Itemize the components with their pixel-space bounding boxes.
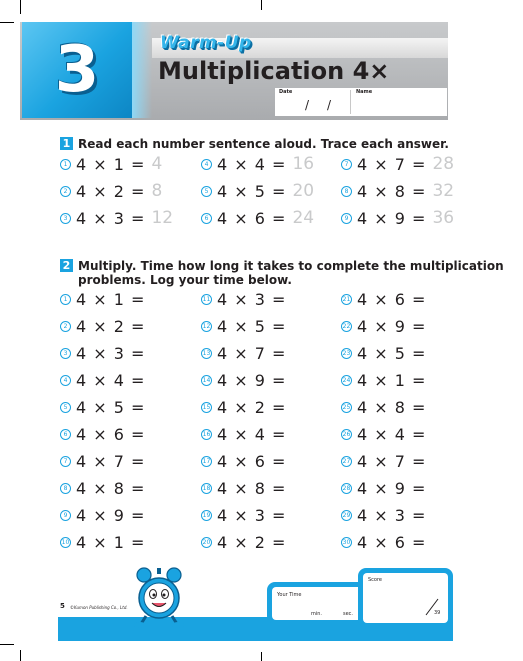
- problem-expression: 4 × 7 =: [357, 452, 427, 472]
- crop-mark: [0, 22, 14, 23]
- problem-expression: 4 × 5 =: [357, 343, 427, 363]
- section-1-instructions: Read each number sentence aloud. Trace each answer.: [78, 137, 449, 151]
- answer-blank[interactable]: [290, 508, 330, 524]
- problem-expression: 4 × 9 =: [357, 316, 427, 336]
- problem-number: 30: [342, 539, 351, 547]
- answer-blank[interactable]: [290, 345, 330, 361]
- multiply-problem: [201, 396, 330, 418]
- answer-blank[interactable]: [290, 399, 330, 415]
- trace-problem: [341, 180, 454, 202]
- date-label: Date: [279, 89, 293, 95]
- problem-expression: 4 × 8 =: [76, 479, 146, 499]
- section-2-instructions-line1: Multiply. Time how long it takes to complete the multiplication: [78, 259, 504, 273]
- trace-problem: [60, 153, 162, 175]
- problem-expression: 4 × 3 =: [76, 208, 146, 228]
- answer-blank[interactable]: [430, 399, 470, 415]
- problem-expression: 4 × 9 =: [357, 208, 427, 228]
- problem-number: 3: [60, 213, 71, 224]
- crop-mark: [261, 652, 262, 661]
- multiply-problem: [201, 451, 330, 473]
- answer-blank[interactable]: [430, 454, 470, 470]
- problem-number: 16: [202, 431, 211, 438]
- crop-mark: [0, 644, 14, 645]
- problem-expression: 4 × 1 =: [76, 533, 146, 553]
- multiply-problem: [341, 396, 470, 418]
- problem-expression: 4 × 4 =: [217, 425, 287, 444]
- problem-number: 24: [342, 376, 351, 384]
- problem-expression: 4 × 3 =: [357, 506, 427, 526]
- trace-answer[interactable]: 8: [151, 181, 163, 201]
- multiply-problem: [341, 369, 470, 391]
- problem-number: 5: [60, 402, 71, 413]
- multiply-problem: [60, 451, 189, 473]
- crop-mark: [261, 0, 262, 10]
- problem-number: 29: [342, 512, 351, 520]
- answer-blank[interactable]: [290, 291, 330, 307]
- problem-number: 9: [341, 213, 352, 224]
- problem-expression: 4 × 9 =: [76, 506, 146, 526]
- problem-number: 28: [342, 485, 351, 493]
- answer-blank[interactable]: [290, 427, 330, 443]
- multiply-problem: [201, 505, 330, 527]
- problem-number: 1: [60, 294, 71, 305]
- multiply-problem: [341, 288, 470, 310]
- date-slash: /: [327, 98, 332, 112]
- problem-expression: 4 × 5 =: [76, 397, 146, 417]
- problem-number: 26: [342, 431, 351, 438]
- problem-number: 14: [202, 376, 211, 384]
- section-1-number: 1: [60, 137, 73, 150]
- answer-blank[interactable]: [149, 535, 189, 551]
- problem-number: 7: [60, 456, 71, 467]
- problem-number: 10: [61, 539, 70, 547]
- multiply-problem: [60, 315, 189, 337]
- multiply-problem: [341, 478, 470, 500]
- problem-expression: 4 × 9 =: [217, 370, 287, 390]
- problem-expression: 4 × 6 =: [357, 533, 427, 553]
- problem-number: 2: [60, 186, 71, 197]
- problem-number: 4: [60, 375, 71, 386]
- trace-problem: [201, 180, 314, 202]
- page-number: 5: [60, 602, 65, 610]
- problem-number: 6: [60, 429, 71, 440]
- problem-expression: 4 × 5 =: [217, 316, 287, 336]
- answer-blank[interactable]: [149, 508, 189, 524]
- problem-expression: 4 × 2 =: [76, 181, 146, 201]
- problem-number: 5: [201, 186, 212, 197]
- trace-answer[interactable]: 12: [151, 208, 174, 228]
- problem-number: 27: [342, 458, 351, 466]
- problem-number: 4: [201, 159, 212, 170]
- multiply-problem: [201, 478, 330, 500]
- problem-expression: 4 × 1 =: [76, 154, 146, 174]
- answer-blank[interactable]: [430, 481, 470, 497]
- answer-blank[interactable]: [149, 291, 189, 307]
- problem-expression: 4 × 2 =: [217, 533, 287, 553]
- section-2-number: 2: [60, 259, 73, 272]
- answer-blank[interactable]: [149, 318, 189, 334]
- problem-number: 12: [202, 322, 211, 330]
- problem-expression: 4 × 2 =: [217, 397, 287, 417]
- clock-mascot-icon: [130, 566, 188, 630]
- answer-blank[interactable]: [149, 399, 189, 415]
- trace-answer[interactable]: 24: [292, 208, 315, 228]
- sec-label: sec.: [343, 611, 354, 617]
- answer-blank[interactable]: [290, 481, 330, 497]
- problem-number: 6: [201, 213, 212, 224]
- problem-number: 11: [202, 295, 211, 303]
- problem-expression: 4 × 1 =: [76, 289, 146, 309]
- lesson-shadow: [132, 22, 152, 118]
- trace-problem: [60, 180, 162, 202]
- problem-expression: 4 × 2 =: [76, 316, 146, 336]
- trace-problem: [341, 153, 454, 175]
- score-total: 39: [434, 610, 441, 616]
- your-time-label: Your Time: [277, 592, 302, 598]
- problem-number: 22: [342, 322, 351, 330]
- answer-blank[interactable]: [149, 454, 189, 470]
- answer-blank[interactable]: [430, 318, 470, 334]
- problem-expression: 4 × 4 =: [357, 425, 427, 444]
- multiply-problem: [341, 424, 470, 446]
- trace-answer[interactable]: 28: [432, 154, 455, 174]
- multiply-problem: [60, 288, 189, 310]
- trace-answer[interactable]: 4: [151, 154, 163, 174]
- problem-expression: 4 × 6 =: [217, 208, 287, 228]
- problem-expression: 4 × 7 =: [76, 452, 146, 472]
- multiply-problem: [341, 342, 470, 364]
- problem-number: 2: [60, 321, 71, 332]
- answer-blank[interactable]: [430, 427, 470, 443]
- problem-number: 15: [202, 403, 211, 411]
- answer-blank[interactable]: [149, 427, 189, 443]
- answer-blank[interactable]: [430, 372, 470, 388]
- answer-blank[interactable]: [149, 481, 189, 497]
- multiply-problem: [60, 505, 189, 527]
- multiply-problem: [60, 532, 189, 554]
- problem-number: 19: [202, 512, 211, 520]
- problem-expression: 4 × 8 =: [357, 397, 427, 417]
- section-2-instructions-line2: problems. Log your time below.: [78, 273, 292, 287]
- date-slash: /: [305, 98, 310, 112]
- multiply-problem: [201, 532, 330, 554]
- problem-expression: 4 × 6 =: [76, 425, 146, 444]
- name-label: Name: [356, 89, 373, 95]
- min-label: min.: [311, 611, 323, 617]
- problem-number: 7: [341, 159, 352, 170]
- trace-answer[interactable]: 32: [432, 181, 455, 201]
- problem-expression: 4 × 4 =: [76, 370, 146, 390]
- multiply-problem: [201, 288, 330, 310]
- trace-answer[interactable]: 20: [292, 181, 315, 201]
- multiply-problem: [60, 478, 189, 500]
- answer-blank[interactable]: [430, 291, 470, 307]
- multiply-problem: [60, 424, 189, 446]
- problem-expression: 4 × 4 =: [217, 154, 287, 174]
- multiply-problem: [201, 315, 330, 337]
- problem-number: 23: [342, 349, 351, 357]
- multiply-problem: [60, 342, 189, 364]
- trace-problem: [341, 207, 454, 229]
- problem-expression: 4 × 8 =: [357, 181, 427, 201]
- multiply-problem: [201, 424, 330, 446]
- problem-expression: 4 × 3 =: [76, 343, 146, 363]
- answer-blank[interactable]: [149, 372, 189, 388]
- trace-problem: [60, 207, 173, 229]
- problem-expression: 4 × 6 =: [217, 452, 287, 472]
- problem-number: 13: [202, 349, 211, 357]
- date-name-divider: [350, 90, 351, 114]
- lesson-number: 3: [54, 33, 100, 107]
- problem-number: 20: [202, 539, 211, 547]
- problem-number: 8: [60, 483, 71, 494]
- multiply-problem: [341, 532, 470, 554]
- problem-expression: 4 × 1 =: [357, 370, 427, 390]
- answer-blank[interactable]: [290, 318, 330, 334]
- problem-expression: 4 × 9 =: [357, 479, 427, 499]
- problem-number: 3: [60, 348, 71, 359]
- problem-expression: 4 × 3 =: [217, 506, 287, 526]
- score-label: Score: [368, 577, 383, 583]
- problem-number: 9: [60, 510, 71, 521]
- crop-mark: [20, 0, 21, 14]
- warmup-label: Warm-Up: [160, 33, 252, 53]
- problem-expression: 4 × 3 =: [217, 289, 287, 309]
- multiply-problem: [60, 369, 189, 391]
- copyright: ©Kumon Publishing Co., Ltd.: [70, 605, 128, 610]
- multiply-problem: [201, 342, 330, 364]
- answer-blank[interactable]: [430, 345, 470, 361]
- multiply-problem: [201, 369, 330, 391]
- answer-blank[interactable]: [430, 535, 470, 551]
- answer-blank[interactable]: [290, 454, 330, 470]
- answer-blank[interactable]: [290, 372, 330, 388]
- multiply-problem: [341, 315, 470, 337]
- problem-expression: 4 × 7 =: [217, 343, 287, 363]
- problem-number: 17: [202, 458, 211, 466]
- problem-expression: 4 × 7 =: [357, 154, 427, 174]
- trace-answer[interactable]: 36: [432, 208, 455, 228]
- trace-answer[interactable]: 16: [292, 154, 315, 174]
- problem-expression: 4 × 6 =: [357, 289, 427, 309]
- problem-expression: 4 × 5 =: [217, 181, 287, 201]
- trace-problem: [201, 153, 314, 175]
- problem-number: 25: [342, 403, 351, 411]
- problem-number: 1: [60, 159, 71, 170]
- problem-expression: 4 × 8 =: [217, 479, 287, 499]
- problem-number: 21: [342, 295, 351, 303]
- problem-number: 8: [341, 186, 352, 197]
- multiply-problem: [60, 396, 189, 418]
- answer-blank[interactable]: [149, 345, 189, 361]
- trace-problem: [201, 207, 314, 229]
- multiply-problem: [341, 451, 470, 473]
- page-title: Multiplication 4×: [158, 57, 390, 85]
- crop-mark: [20, 650, 21, 661]
- multiply-problem: [341, 505, 470, 527]
- problem-number: 18: [202, 485, 211, 493]
- answer-blank[interactable]: [430, 508, 470, 524]
- answer-blank[interactable]: [290, 535, 330, 551]
